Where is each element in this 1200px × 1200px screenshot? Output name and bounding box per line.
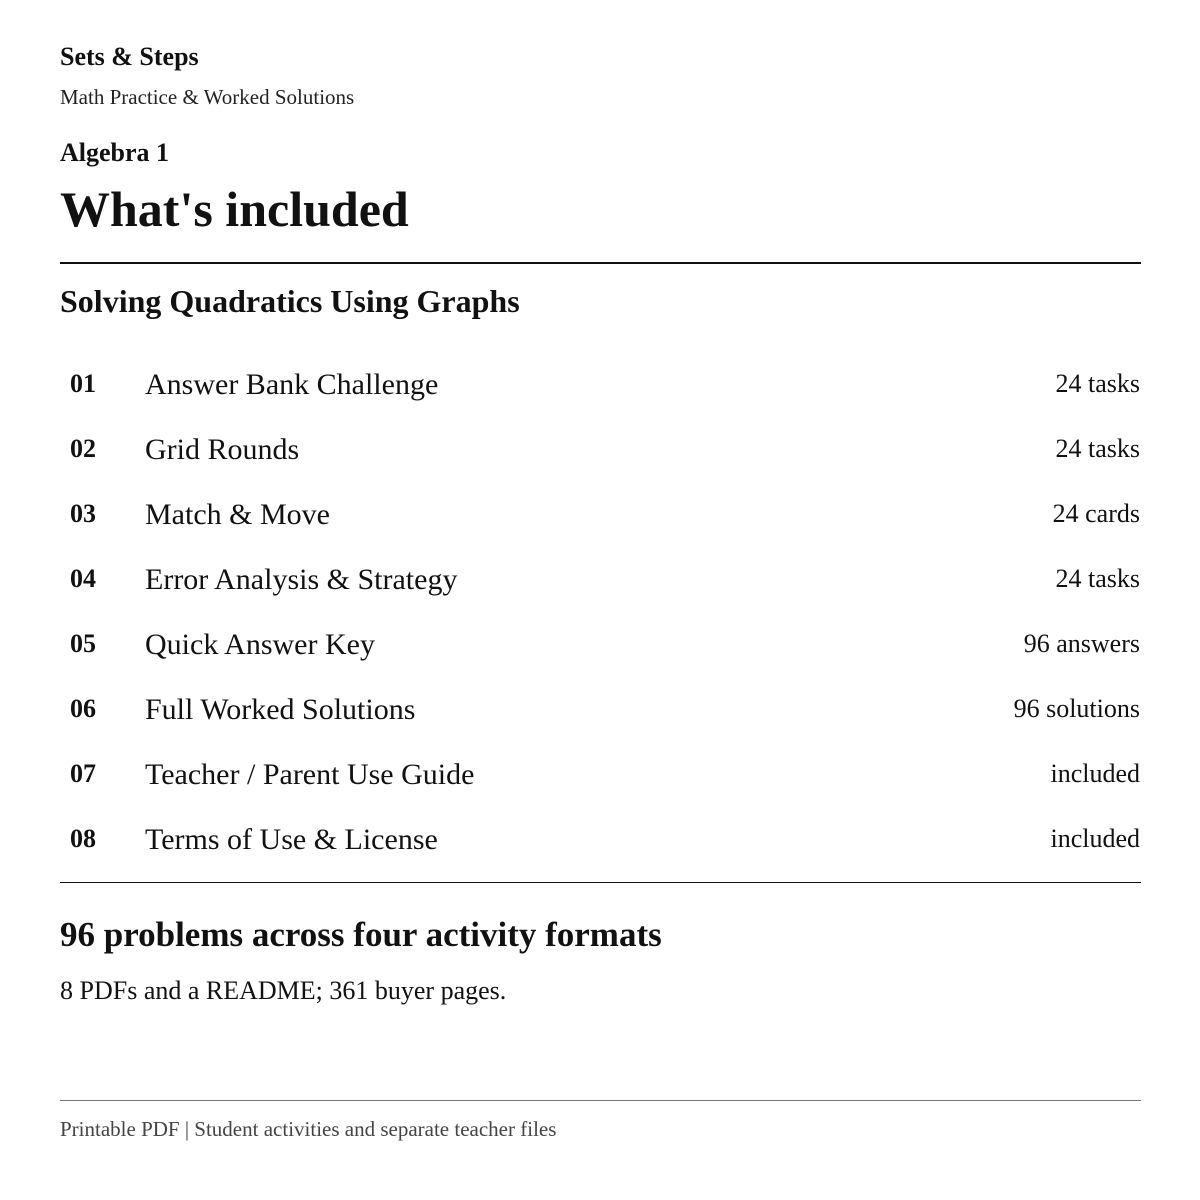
list-divider <box>60 882 1141 883</box>
list-item <box>60 417 1140 482</box>
item-count: 24 tasks <box>1055 564 1140 593</box>
item-number: 06 <box>70 694 96 723</box>
item-name: Quick Answer Key <box>145 628 375 661</box>
unit-title: Solving Quadratics Using Graphs <box>60 283 520 319</box>
page-title: What's included <box>60 181 409 237</box>
summary-title: 96 problems across four activity formats <box>60 915 662 954</box>
header-divider <box>60 262 1141 264</box>
list-item <box>60 482 1140 547</box>
course-label: Algebra 1 <box>60 138 170 167</box>
item-count: included <box>1050 824 1140 853</box>
list-item <box>60 742 1140 807</box>
item-number: 04 <box>70 564 96 593</box>
list-item <box>60 677 1140 742</box>
item-count: 24 tasks <box>1055 434 1140 463</box>
item-count: 96 solutions <box>1013 694 1140 723</box>
item-count: included <box>1050 759 1140 788</box>
summary-text: 8 PDFs and a README; 361 buyer pages. <box>60 976 507 1005</box>
item-number: 08 <box>70 824 96 853</box>
item-count: 24 tasks <box>1055 369 1140 398</box>
item-count: 96 answers <box>1023 629 1140 658</box>
item-name: Answer Bank Challenge <box>145 368 439 401</box>
list-item <box>60 352 1140 417</box>
item-name: Terms of Use & License <box>145 823 438 856</box>
item-name: Teacher / Parent Use Guide <box>145 758 475 791</box>
item-name: Match & Move <box>145 498 330 531</box>
list-item <box>60 807 1140 872</box>
item-name: Grid Rounds <box>145 433 300 466</box>
item-number: 07 <box>70 759 96 788</box>
item-number: 02 <box>70 434 96 463</box>
item-name: Error Analysis & Strategy <box>145 563 458 596</box>
item-number: 05 <box>70 629 96 658</box>
contents-list <box>60 352 1140 872</box>
footer-text: Printable PDF | Student activities and separate teacher files <box>60 1117 557 1141</box>
list-item <box>60 547 1140 612</box>
item-number: 01 <box>70 369 96 398</box>
item-name: Full Worked Solutions <box>145 693 416 726</box>
brand-tagline: Math Practice & Worked Solutions <box>60 85 355 109</box>
list-item <box>60 612 1140 677</box>
item-number: 03 <box>70 499 96 528</box>
item-count: 24 cards <box>1052 499 1140 528</box>
footer-divider <box>60 1100 1141 1101</box>
brand-name: Sets & Steps <box>60 42 199 71</box>
